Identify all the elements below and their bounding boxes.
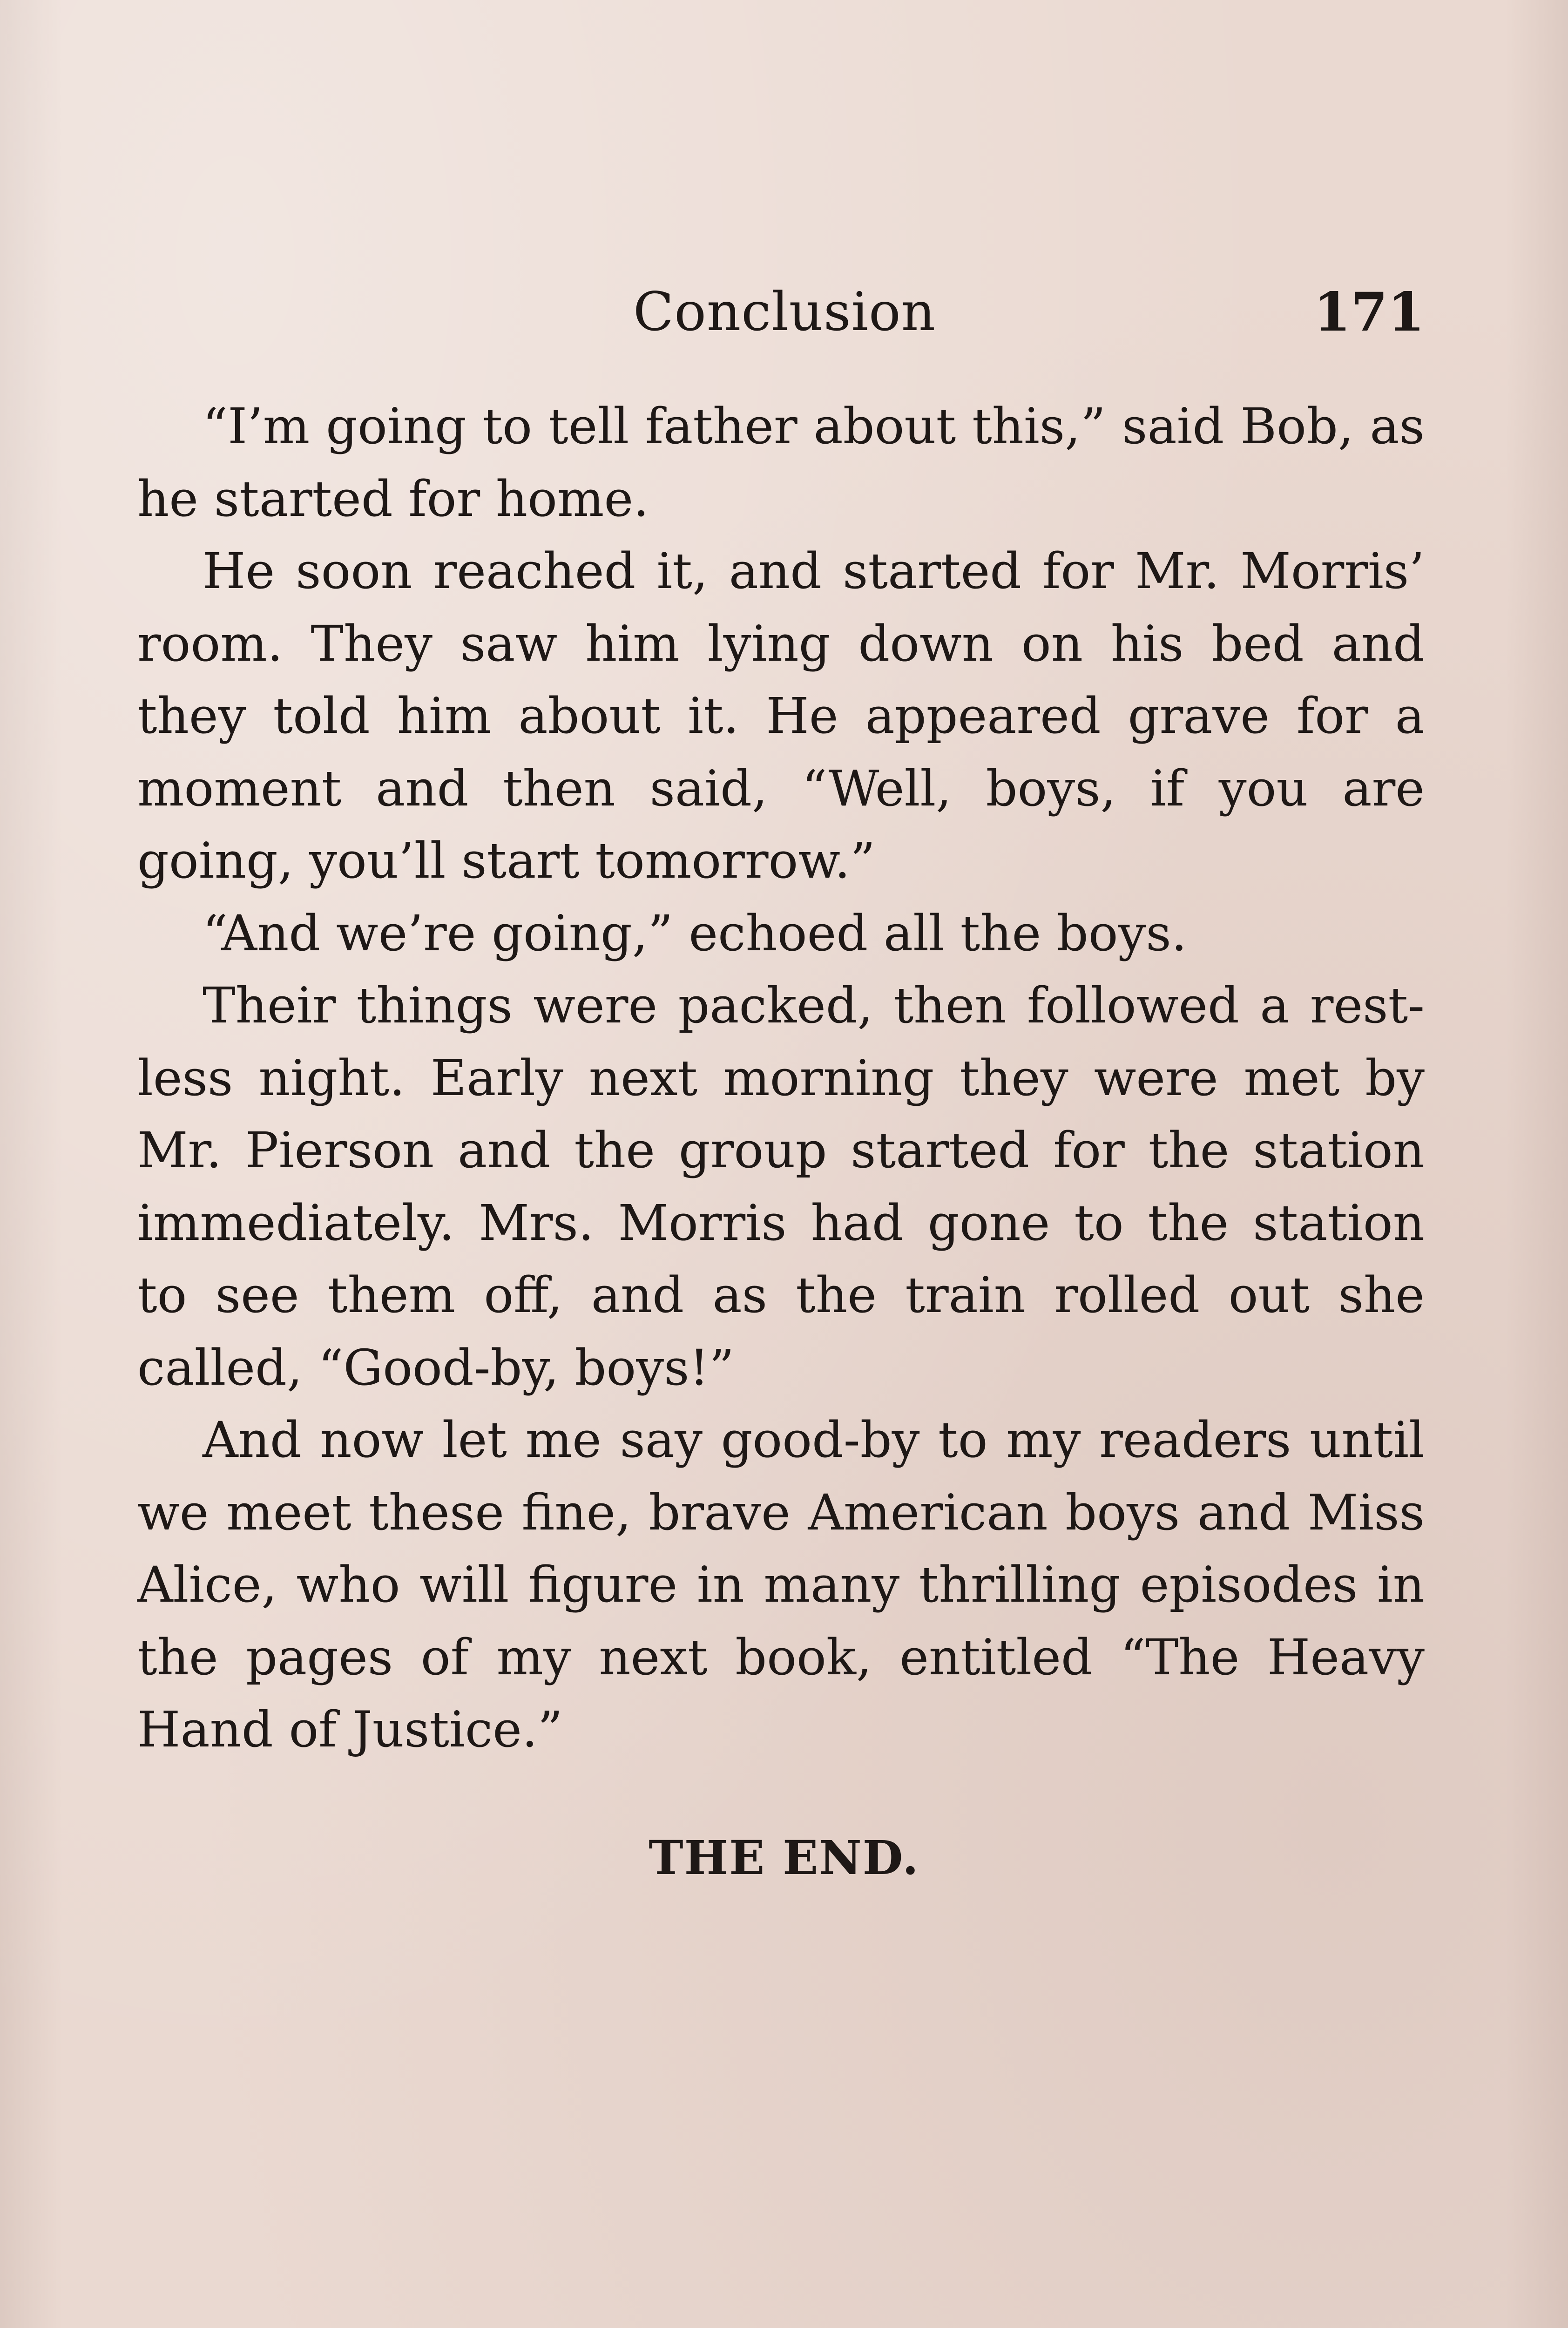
the-end-label: THE END. xyxy=(649,1830,919,1885)
paragraph: And now let me say good-by to my readers until we meet these fine, brave American boys and Miss Alice, who will figure in many thrilling episodes in the pages of my next book, entitled “The Heavy Hand of Justice.” xyxy=(137,1411,1425,1758)
paragraph: He soon reached it, and started for Mr. Morris’ room. They saw him lying down on his bed and they told him about it. He appeared grave for a moment and then said, “Well, boys, if you are going, you’ll start tomorrow.” xyxy=(137,542,1425,889)
body-text xyxy=(137,390,1425,1766)
paragraph: “And we’re going,” echoed all the boys. xyxy=(203,904,1187,962)
running-head xyxy=(137,279,1425,345)
paragraph: “I’m going to tell father about this,” said Bob, as he started for home. xyxy=(137,398,1425,528)
page-number: 171 xyxy=(1314,281,1425,343)
paragraph: Their things were packed, then followed a rest-less night. Early next morning they were met by Mr. Pierson and the group started for the station immediately. Mrs. Morris had gone to the station to see them off, and as the train rolled out she called, “Good-by, boys!” xyxy=(137,977,1425,1396)
running-title: Conclusion xyxy=(633,281,936,343)
